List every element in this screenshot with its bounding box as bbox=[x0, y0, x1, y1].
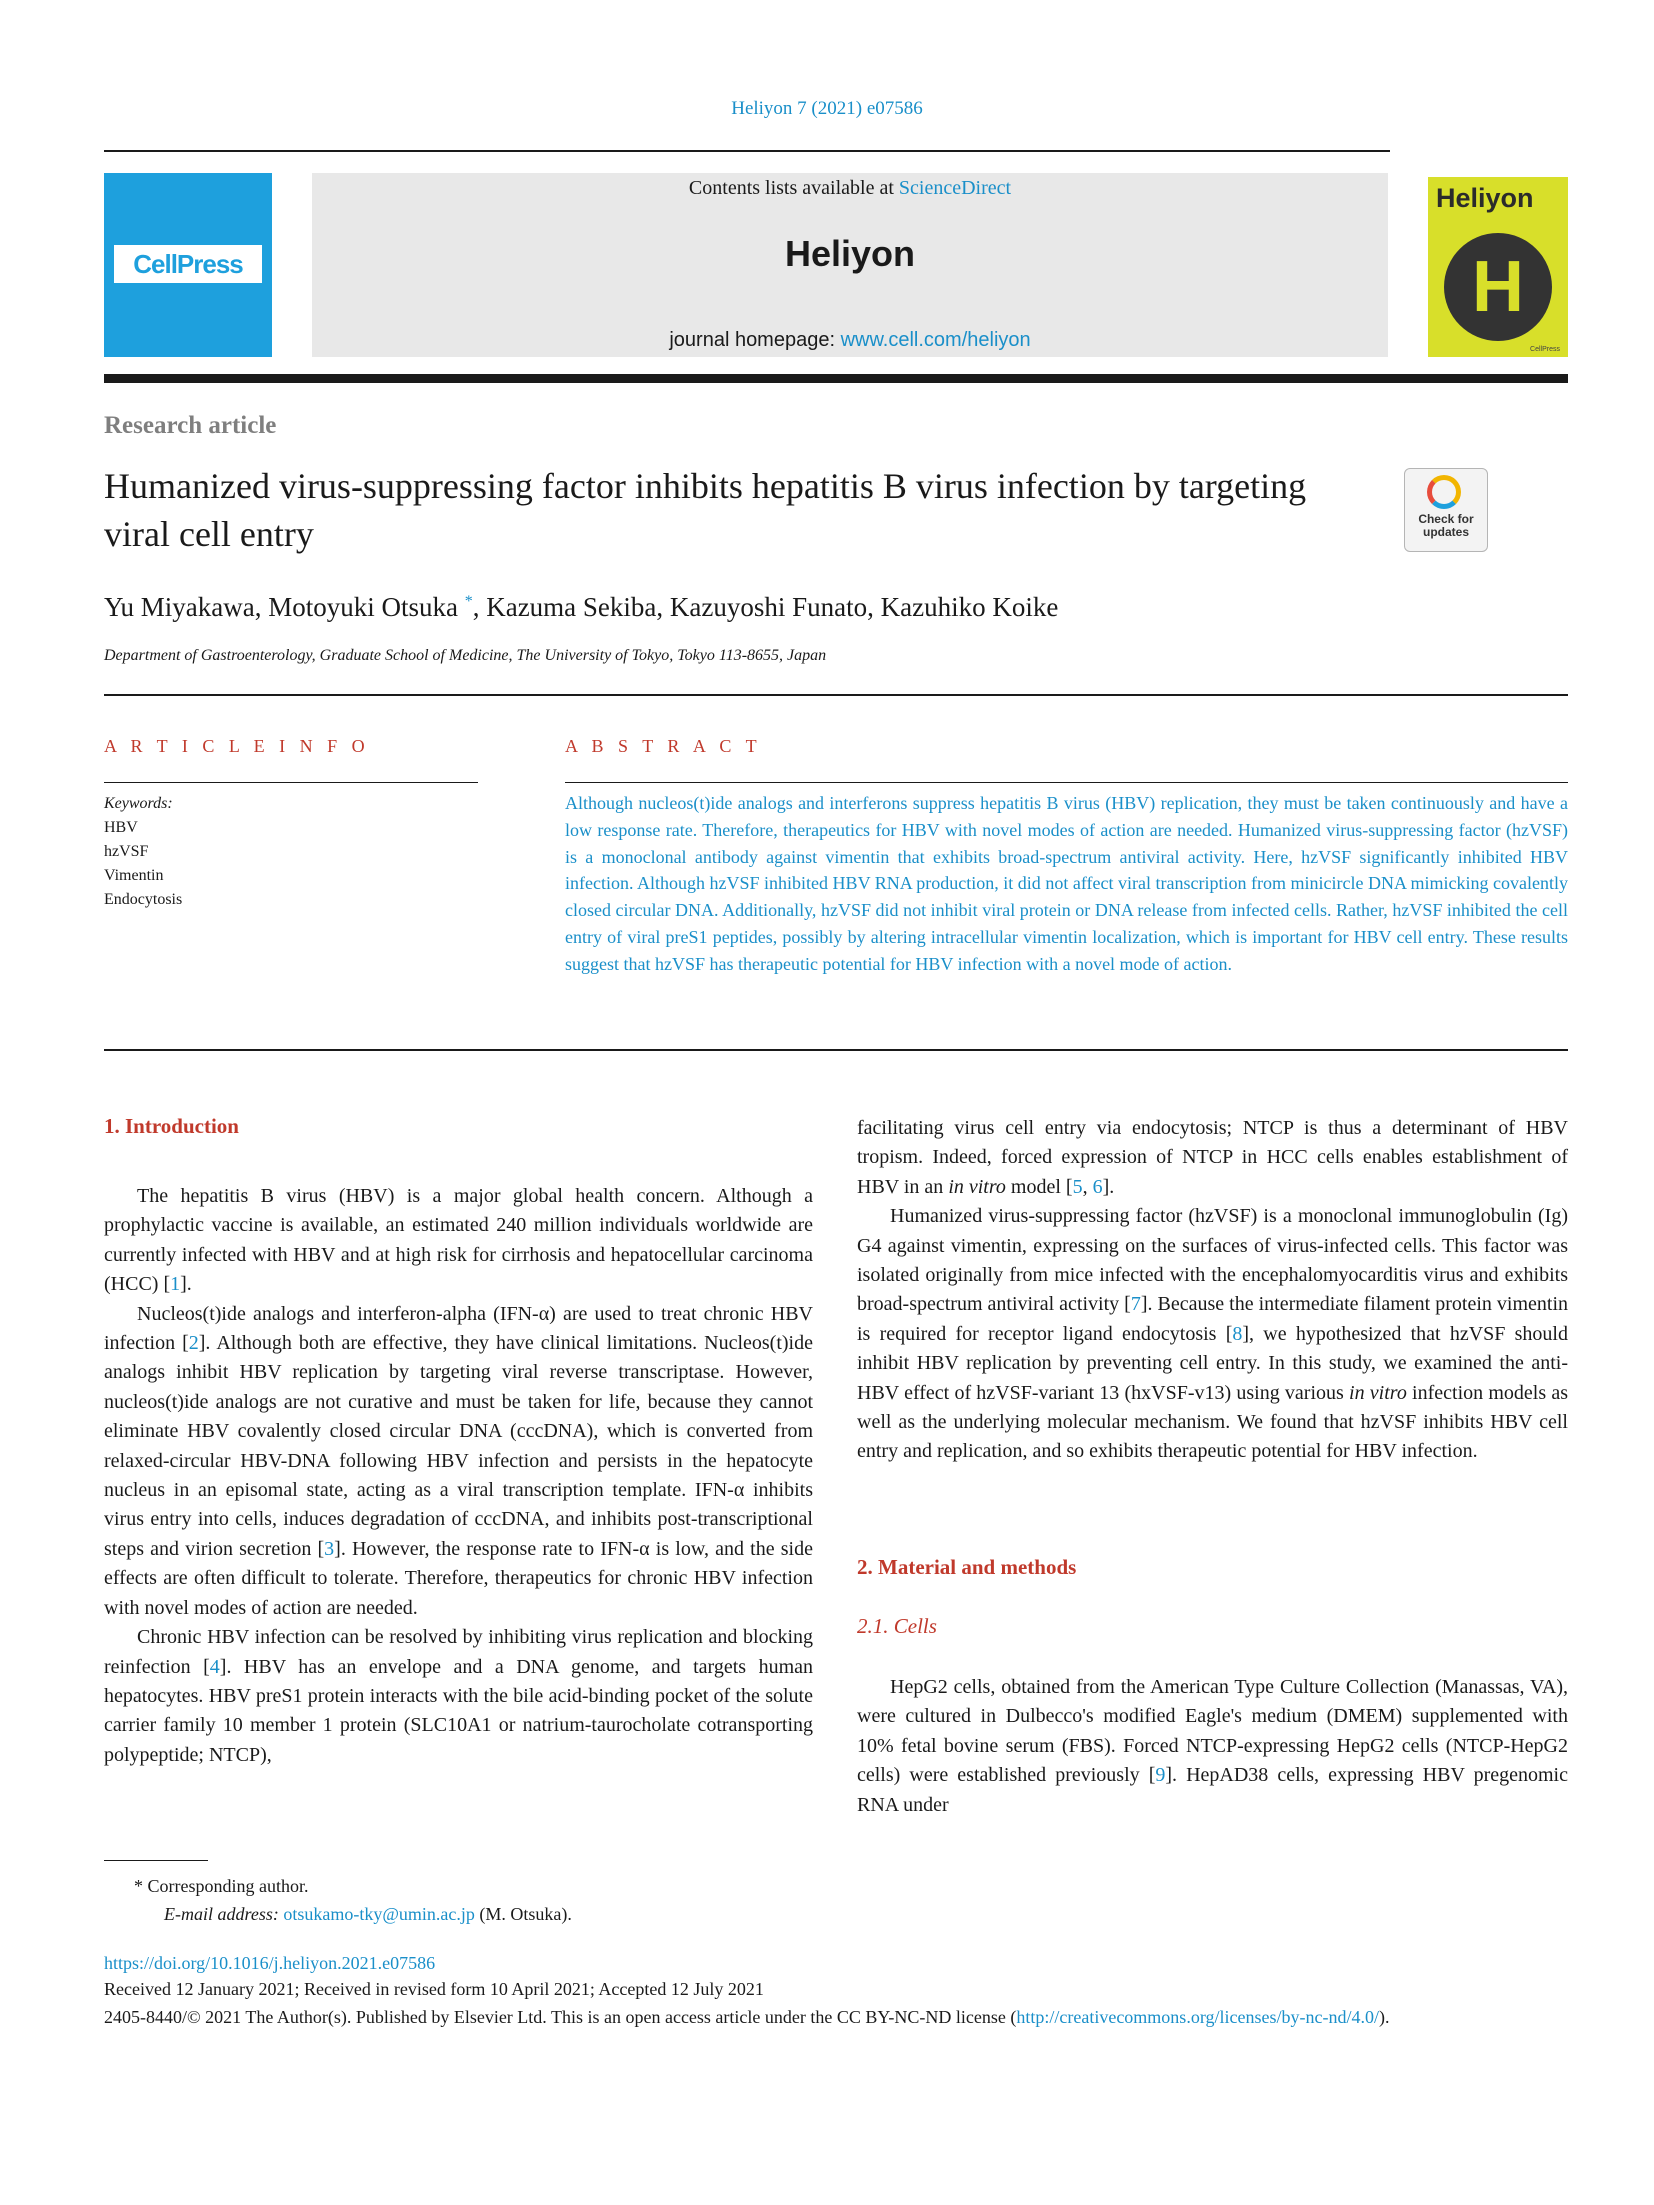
divider bbox=[104, 1049, 1568, 1051]
paragraph: facilitating virus cell entry via endocytosis; NTCP is thus a determinant of HBV tropism. Indeed, forced expression of NTCP in HCC cells enables establishment of HBV in an in vitro model [5, 6]. bbox=[857, 1117, 1568, 1198]
journal-header-box bbox=[312, 173, 1388, 357]
right-column bbox=[857, 1114, 1568, 1467]
header-thick-divider bbox=[104, 374, 1568, 383]
article-type: Research article bbox=[104, 412, 277, 439]
check-updates-label: Check for updates bbox=[1418, 512, 1474, 539]
abstract-heading: A B S T R A C T bbox=[565, 736, 762, 756]
cover-publisher: CellPress bbox=[1530, 346, 1560, 353]
left-column bbox=[104, 1182, 813, 1770]
paragraph: HepG2 cells, obtained from the American Type Culture Collection (Manassas, VA), were cultured in Dulbecco's modified Eagle's medium (DMEM) supplemented with 10% fetal bovine serum (FBS). Forced NTCP-expressing HepG2 cells (NTCP-HepG2 cells) were established previously [9]. HepAD38 cells, expressing HBV pregenomic RNA under bbox=[857, 1676, 1568, 1816]
article-info-heading: A R T I C L E I N F O bbox=[104, 736, 370, 756]
homepage-line: journal homepage: www.cell.com/heliyon bbox=[669, 329, 1031, 351]
keyword: Endocytosis bbox=[104, 891, 183, 908]
citation-link[interactable]: 7 bbox=[1130, 1293, 1141, 1316]
keywords-block bbox=[104, 792, 182, 912]
article-title: Humanized virus-suppressing factor inhibits hepatitis B virus infection by targeting viral cell entry bbox=[104, 466, 1307, 554]
cellpress-wordmark: CellPress bbox=[114, 245, 262, 283]
email-line: E-mail address: otsukamo-tky@umin.ac.jp (M. Otsuka). bbox=[164, 1904, 572, 1924]
cover-title: Heliyon bbox=[1436, 183, 1534, 213]
paragraph: Humanized virus-suppressing factor (hzVSF) is a monoclonal immunoglobulin (Ig) G4 against vimentin, expressing on the surfaces of virus-infected cells. This factor was isolated originally from mice infected with the encephalomyocarditis virus and exhibits broad-spectrum antiviral activity [7]. Because the intermediate filament protein vimentin is required for receptor ligand endocytosis [8], we hypothesized that hzVSF should inhibit HBV replication by preventing cell entry. In this study, we examined the anti-HBV effect of hzVSF-variant 13 (hxVSF-v13) using various in vitro infection models as well as the underlying molecular mechanism. We found that hzVSF inhibits HBV cell entry and replication, and so exhibits therapeutic potential for HBV infection. bbox=[857, 1205, 1569, 1463]
received-dates: Received 12 January 2021; Received in revised form 10 April 2021; Accepted 12 July 2021 bbox=[104, 1979, 764, 1999]
citation-link[interactable]: 4 bbox=[209, 1655, 220, 1678]
citation-link[interactable]: 9 bbox=[1155, 1764, 1166, 1787]
citation-link[interactable]: 1 bbox=[170, 1273, 181, 1296]
cells-section bbox=[857, 1673, 1568, 1820]
footnote-divider bbox=[104, 1860, 208, 1861]
citation-link[interactable]: 2 bbox=[188, 1332, 199, 1355]
introduction-heading: 1. Introduction bbox=[104, 1114, 239, 1138]
paragraph: Chronic HBV infection can be resolved by inhibiting virus replication and blocking reinfection [4]. HBV has an envelope and a DNA genome, and targets human hepatocytes. HBV preS1 protein interacts with the bile acid-binding pocket of the solute carrier family 10 member 1 protein (SLC10A1 or natrium-taurocholate cotransporting polypeptide; NTCP), bbox=[104, 1626, 813, 1766]
citation-link[interactable]: 6 bbox=[1092, 1175, 1103, 1198]
cellpress-logo[interactable] bbox=[104, 173, 272, 357]
journal-cover-image[interactable] bbox=[1428, 177, 1568, 357]
email-link[interactable]: otsukamo-tky@umin.ac.jp bbox=[283, 1904, 475, 1924]
affiliation: Department of Gastroenterology, Graduate School of Medicine, The University of Tokyo, Tokyo 113-8655, Japan bbox=[104, 647, 827, 664]
keyword: Vimentin bbox=[104, 867, 164, 884]
doi-link[interactable]: https://doi.org/10.1016/j.heliyon.2021.e07586 bbox=[104, 1953, 436, 1973]
journal-name: Heliyon bbox=[784, 233, 916, 274]
check-for-updates-button[interactable] bbox=[1404, 468, 1488, 552]
contents-line: Contents lists available at ScienceDirect bbox=[688, 177, 1012, 199]
abstract-divider bbox=[565, 782, 1568, 783]
license-link[interactable]: http://creativecommons.org/licenses/by-nc-nd/4.0/ bbox=[1016, 2007, 1379, 2027]
cells-subheading: 2.1. Cells bbox=[857, 1614, 937, 1638]
keyword: hzVSF bbox=[104, 843, 149, 860]
corresponding-author-mark[interactable]: * bbox=[464, 593, 473, 610]
paragraph: The hepatitis B virus (HBV) is a major global health concern. Although a prophylactic vaccine is available, an estimated 240 million individuals worldwide are currently infected with HBV and at high risk for cirrhosis and hepatocellular carcinoma (HCC) [1]. bbox=[104, 1185, 813, 1296]
footnote bbox=[104, 1872, 572, 1928]
paragraph: Nucleos(t)ide analogs and interferon-alpha (IFN-α) are used to treat chronic HBV infection [2]. Although both are effective, they have clinical limitations. Nucleos(t)ide analogs inhibit HBV replication by targeting viral reverse transcriptase. However, nucleos(t)ide analogs are not curative and must be taken for life, because they cannot eliminate HBV covalently closed circular DNA (cccDNA), which is converted from relaxed-circular HBV-DNA following HBV infection and persists in the hepatocyte nucleus in an episomal state, acting as a viral transcription template. IFN-α inhibits virus entry into cells, induces degradation of cccDNA, and inhibits post-transcriptional steps and virion secretion [3]. However, the response rate to IFN-α is low, and the side effects are often difficult to tolerate. Therefore, therapeutics for chronic HBV infection with novel modes of action are needed. bbox=[104, 1302, 813, 1619]
corresponding-author-note: * Corresponding author. bbox=[134, 1876, 309, 1896]
homepage-link[interactable]: www.cell.com/heliyon bbox=[840, 329, 1031, 351]
cover-h-icon: H bbox=[1444, 233, 1552, 341]
methods-heading: 2. Material and methods bbox=[857, 1555, 1077, 1579]
license-statement: 2405-8440/© 2021 The Author(s). Published by Elsevier Ltd. This is an open access article under the CC BY-NC-ND license (http://creativecommons.org/licenses/by-nc-nd/4.0/). bbox=[104, 2007, 1390, 2027]
sciencedirect-link[interactable]: ScienceDirect bbox=[898, 177, 1012, 199]
keywords-label: Keywords: bbox=[104, 795, 173, 812]
keyword: HBV bbox=[104, 819, 138, 836]
top-divider bbox=[104, 150, 1390, 152]
info-divider bbox=[104, 782, 478, 783]
author-list: Yu Miyakawa, Motoyuki Otsuka *, Kazuma Sekiba, Kazuyoshi Funato, Kazuhiko Koike bbox=[104, 592, 1059, 622]
citation-link[interactable]: 8 bbox=[1232, 1322, 1243, 1345]
abstract-text: Although nucleos(t)ide analogs and interferons suppress hepatitis B virus (HBV) replication, they must be taken continuously and have a low response rate. Therefore, therapeutics for HBV with novel modes of action are needed. Humanized virus-suppressing factor (hzVSF) is a monoclonal antibody against vimentin that exhibits broad-spectrum antiviral activity. Here, hzVSF significantly inhibited HBV infection. Although hzVSF inhibited HBV RNA production, it did not affect viral transcription from minicircle DNA mimicking covalently closed circular DNA. Additionally, hzVSF did not inhibit viral protein or DNA release from infected cells. Rather, hzVSF inhibited the cell entry of viral preS1 peptides, possibly by altering intracellular vimentin localization, which is important for HBV cell entry. These results suggest that hzVSF has therapeutic potential for HBV infection with a novel mode of action. bbox=[565, 793, 1568, 974]
citation-link[interactable]: 3 bbox=[324, 1537, 335, 1560]
citation-link[interactable]: 5 bbox=[1072, 1175, 1083, 1198]
journal-reference[interactable]: Heliyon 7 (2021) e07586 bbox=[731, 98, 923, 119]
check-updates-icon bbox=[1427, 475, 1461, 509]
divider bbox=[104, 694, 1568, 696]
